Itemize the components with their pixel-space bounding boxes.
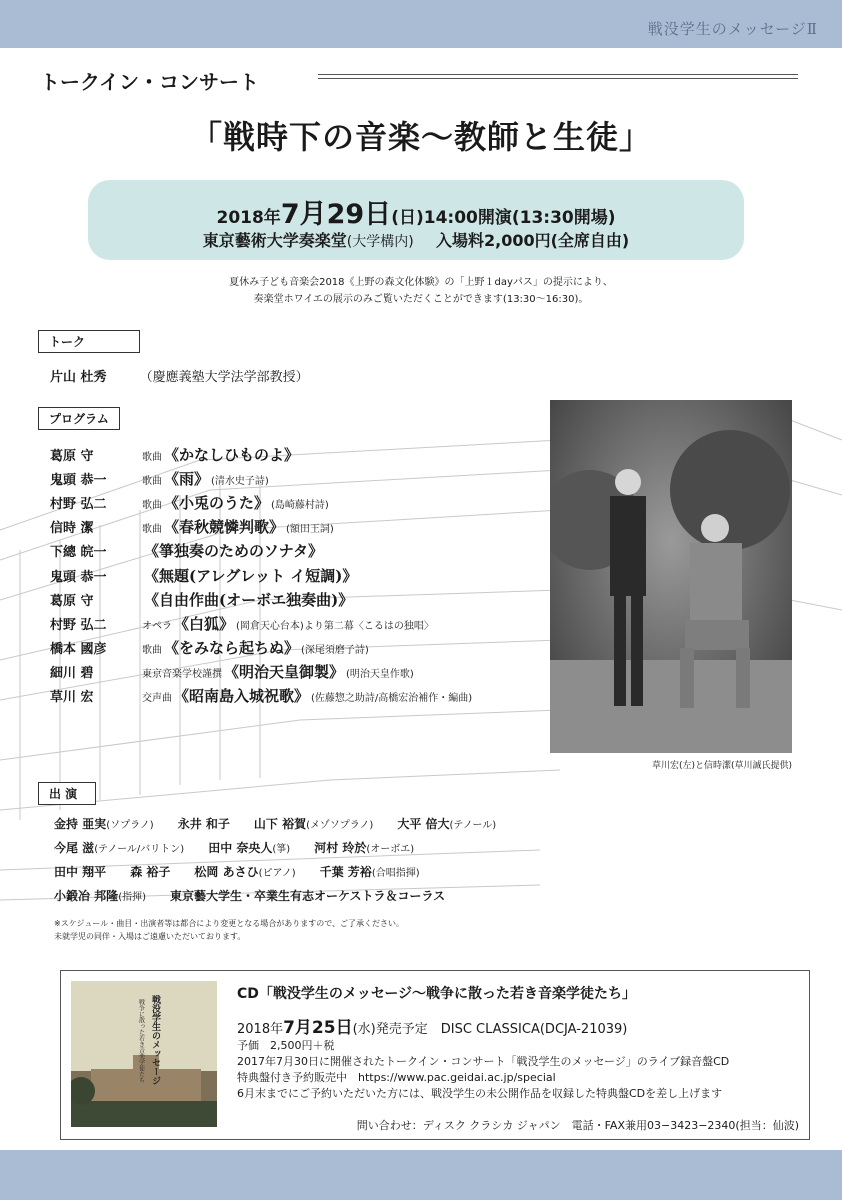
program-genre: 歌曲 <box>142 500 162 512</box>
program-work: 《昭南島入城祝歌》 <box>174 687 310 705</box>
disclaimer-line: ※スケジュール・曲目・出演者等は都合により変更となる場合がありますので、ご了承ください。 <box>54 919 405 928</box>
program-label: プログラム <box>38 407 120 430</box>
event-doors: (13:30開場) <box>511 208 616 228</box>
event-type: トークイン・コンサート <box>40 70 259 94</box>
talk-speaker-row <box>50 366 309 385</box>
program-row <box>50 589 355 611</box>
cast-name: 大平 倍大 <box>397 817 450 831</box>
cast-role: (ソプラノ) <box>106 820 154 831</box>
event-venue: 東京藝術大学奏楽堂 <box>202 231 347 250</box>
divider <box>318 74 798 75</box>
program-performer: 橋本 國彦 <box>50 641 107 657</box>
program-genre: 歌曲 <box>142 644 162 656</box>
program-performer: 葛原 守 <box>50 593 94 609</box>
cast-name: 金持 亜実 <box>54 817 107 831</box>
notice-line: 夏休み子ども音楽会2018《上野の森文化体験》の「上野１dayパス」の提示により、 <box>229 277 613 288</box>
cast-name: 河村 玲於 <box>314 841 367 855</box>
divider <box>318 78 798 79</box>
cd-release-detail: (水)発売予定 DISC CLASSICA(DCJA-21039) <box>352 1022 628 1037</box>
program-work: 《雨》 <box>164 470 210 489</box>
cd-title: CD「戦没学生のメッセージ〜戦争に散った若き音楽学徒たち」 <box>237 986 637 1002</box>
historical-photo <box>550 400 792 753</box>
cast-role: (ピアノ) <box>258 868 296 879</box>
program-credit: (岡倉天心台本)より第二幕〈こるはの独唱〉 <box>236 620 434 632</box>
program-work: 《無題(アレグレット イ短調)》 <box>144 566 358 585</box>
cd-release-date: 7月25日 <box>283 1018 353 1038</box>
cast-role: (箏) <box>272 844 291 855</box>
cast-name: 永井 和子 <box>177 817 230 831</box>
cast-role: (テノール) <box>449 820 497 831</box>
program-work: 《春秋競憐判歌》 <box>164 518 285 537</box>
notice-line: 奏楽堂ホワイエの展示のみご覧いただくことができます(13:30〜16:30)。 <box>253 294 589 305</box>
event-venue-line <box>88 228 744 251</box>
disclaimer-line: 未就学児の同伴・入場はご遠慮いただいております。 <box>54 932 246 941</box>
program-work: 《かなしひものよ》 <box>164 446 300 464</box>
program-credit: (清水史子詩) <box>211 476 269 488</box>
program-row <box>50 565 359 587</box>
program-performer: 細川 碧 <box>50 665 94 681</box>
program-performer: 村野 弘二 <box>50 497 107 513</box>
event-date: 7月29日 <box>280 199 392 230</box>
cast-name: 田中 奈央人 <box>208 841 273 855</box>
cd-description: 2017年7月30日に開催されたトークイン・コンサート「戦没学生のメッセージ」のライブ録音盤CD <box>237 1055 730 1068</box>
program-row <box>50 540 325 562</box>
cd-cover-title: 戦没学生のメッセージ <box>150 995 160 1085</box>
cast-role: (テノール/バリトン) <box>94 844 185 855</box>
cast-name: 東京藝大学生・卒業生有志オーケストラ＆コーラス <box>170 889 446 903</box>
program-performer: 下總 皖一 <box>50 545 107 561</box>
program-work: 《をみなら起ちぬ》 <box>164 638 300 657</box>
program-credit: (佐藤惣之助詩/高橋宏治補作・編曲) <box>311 693 473 704</box>
talk-speaker: 片山 杜秀 <box>50 370 107 385</box>
event-time: 14:00開演 <box>423 208 512 228</box>
page-title: 「戦時下の音楽〜教師と生徒」 <box>189 118 652 156</box>
contact-info: 問い合わせ：ディスク クラシカ ジャパン 電話・FAX兼用03−3423−2340(担当：仙波) <box>356 1119 799 1132</box>
cast-role: (指揮) <box>118 892 146 903</box>
program-row <box>50 468 269 490</box>
cast-name: 今尾 滋 <box>54 841 95 855</box>
event-weekday: (日) <box>391 208 424 228</box>
talk-affiliation: （慶應義塾大学法学部教授） <box>139 370 309 385</box>
program-performer: 鬼頭 恭一 <box>50 473 107 489</box>
cd-price: 予価 2,500円＋税 <box>237 1039 335 1052</box>
program-row <box>50 613 434 635</box>
program-work: 《白狐》 <box>174 614 235 633</box>
program-genre: 歌曲 <box>142 524 162 536</box>
cd-bonus: 6月末までにご予約いただいた方には、戦没学生の未公開作品を収録した特典盤CDを差し上げます <box>237 1087 723 1100</box>
cast-line <box>54 839 414 856</box>
program-work: 《自由作曲(オーボエ独奏曲)》 <box>144 590 354 609</box>
cast-role: (合唱指揮) <box>371 868 420 879</box>
program-work: 《箏独奏のためのソナタ》 <box>144 542 323 561</box>
cast-name: 森 裕子 <box>130 865 171 879</box>
cast-name: 田中 翔平 <box>54 865 107 879</box>
header-band <box>0 0 842 48</box>
series-title: 戦没学生のメッセージⅡ <box>647 20 818 38</box>
cd-cover-image <box>71 981 217 1127</box>
program-work: 《明治天皇御製》 <box>224 662 345 681</box>
program-credit: (額田王詞) <box>286 524 334 536</box>
program-performer: 葛原 守 <box>50 449 94 464</box>
program-performer: 信時 潔 <box>50 521 94 537</box>
cast-name: 山下 裕賀 <box>253 817 307 831</box>
cast-name: 松岡 あさひ <box>194 865 259 879</box>
cast-line <box>54 887 445 904</box>
cast-name: 千葉 芳裕 <box>319 865 372 879</box>
program-credit: (深尾須磨子詩) <box>301 644 369 656</box>
program-genre: 交声曲 <box>142 693 172 704</box>
event-venue-note: (大学構内) <box>346 234 414 250</box>
cd-release-line <box>237 1013 627 1038</box>
program-performer: 村野 弘二 <box>50 617 107 633</box>
cast-line <box>54 863 420 880</box>
program-row <box>50 637 369 659</box>
program-row <box>50 685 472 707</box>
program-work: 《小兎のうた》 <box>164 494 270 513</box>
event-info-box <box>88 180 744 260</box>
event-year: 2018年 <box>216 208 281 228</box>
cast-line <box>54 815 496 832</box>
event-admission: 入場料2,000円(全席自由) <box>435 231 630 250</box>
footer-band <box>0 1150 842 1200</box>
cd-release-year: 2018年 <box>237 1022 284 1037</box>
cast-label: 出 演 <box>38 782 96 805</box>
program-genre: 東京音楽学校謹撰 <box>142 668 222 680</box>
event-datetime <box>88 192 744 231</box>
disclaimer <box>54 917 404 943</box>
cd-info-box <box>60 970 810 1140</box>
program-row <box>50 661 414 683</box>
cast-role: (メゾソプラノ) <box>306 820 374 831</box>
program-genre: 歌曲 <box>142 476 162 488</box>
program-row <box>50 444 301 466</box>
program-genre: 歌曲 <box>142 452 162 463</box>
program-genre: オペラ <box>142 620 172 632</box>
cd-cover-illustration <box>71 981 217 1127</box>
photo-illustration <box>550 400 792 753</box>
program-credit: (島崎藤村詩) <box>271 500 329 512</box>
program-row <box>50 516 334 538</box>
talk-label: トーク <box>38 330 140 353</box>
program-row <box>50 492 329 514</box>
photo-caption: 草川宏(左)と信時潔(草川誠氏提供) <box>651 761 792 771</box>
cast-name: 小鍛冶 邦隆 <box>54 889 119 903</box>
program-performer: 草川 宏 <box>50 690 94 705</box>
program-performer: 鬼頭 恭一 <box>50 569 107 585</box>
cd-preorder: 特典盤付き予約販売中 https://www.pac.geidai.ac.jp/special <box>237 1071 556 1084</box>
cd-cover-subtitle: 戦争に散った若き音楽学徒たち <box>137 999 145 1083</box>
cast-role: (オーボエ) <box>366 844 415 855</box>
program-credit: (明治天皇作歌) <box>346 668 414 680</box>
notice <box>0 274 842 308</box>
